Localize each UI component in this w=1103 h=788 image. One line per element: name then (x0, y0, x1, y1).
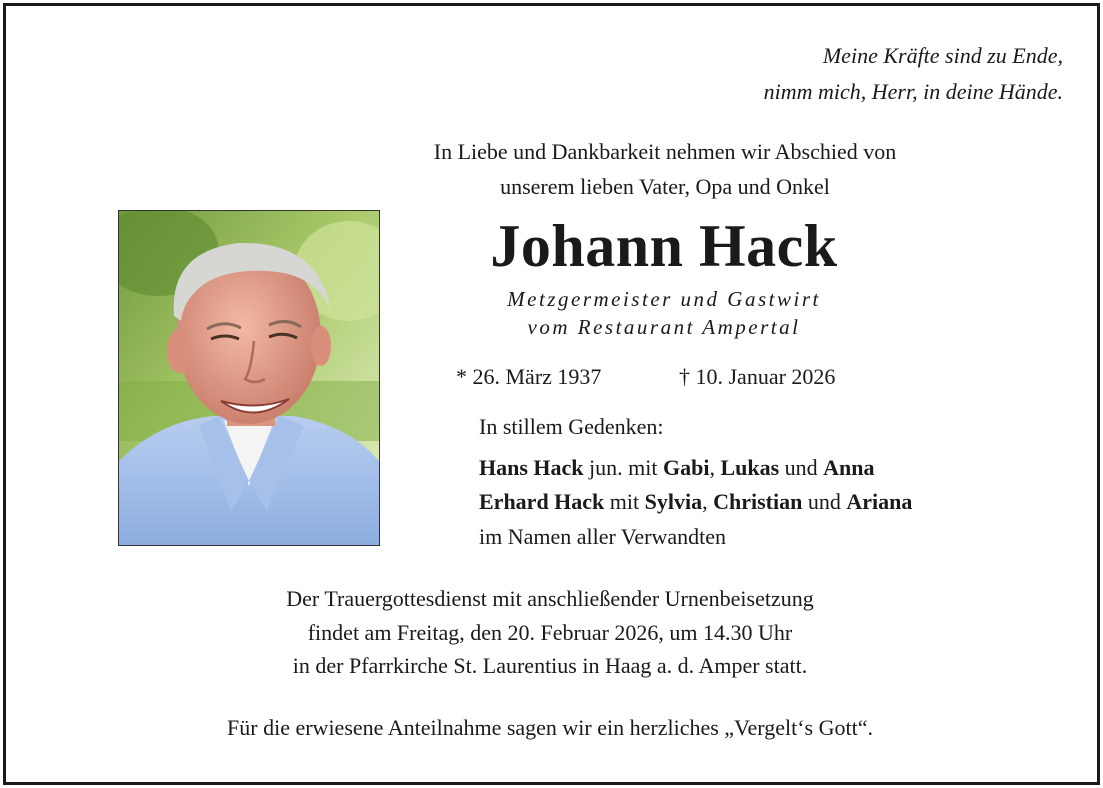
family-member-name: Lukas (720, 454, 780, 480)
intro-line-1: In Liebe und Dankbarkeit nehmen wir Abschied von (433, 139, 897, 164)
connector-text: jun. mit (583, 454, 663, 480)
connector-text: und (779, 454, 824, 480)
service-line-3: in der Pfarrkirche St. Laurentius in Haag a. d. Amper statt. (292, 653, 808, 678)
family-member-name: Anna (823, 454, 875, 480)
family-heading: In stillem Gedenken: (479, 414, 664, 439)
motto-verse (764, 38, 1063, 110)
family-member-name: Christian (713, 489, 803, 514)
birth-date: * 26. März 1937 (456, 364, 602, 389)
death-date: † 10. Januar 2026 (679, 364, 836, 389)
intro-text (0, 134, 1103, 204)
deceased-name: Johann Hack (490, 213, 838, 279)
family-member-name: Sylvia (644, 489, 703, 514)
service-line-1: Der Trauergottesdienst mit anschließender Urnenbeisetzung (286, 586, 814, 611)
deceased-occupation (459, 285, 869, 341)
family-closing: im Namen aller Verwandten (479, 523, 727, 549)
family-member-name: Ariana (846, 489, 913, 514)
motto-line-2: nimm mich, Herr, in deine Hände. (763, 79, 1063, 104)
family-section (479, 410, 912, 554)
family-row-1 (479, 451, 912, 486)
connector-text: mit (604, 489, 645, 514)
service-line-2: findet am Freitag, den 20. Februar 2026, um 14.30 Uhr (307, 619, 793, 645)
portrait-photo (118, 210, 380, 546)
portrait-image (119, 211, 379, 545)
connector-text: , (709, 454, 721, 480)
family-member-name: Gabi (662, 454, 710, 480)
family-member-name: Hans Hack (479, 454, 584, 480)
connector-text: , (702, 489, 714, 514)
connector-text: und (802, 489, 847, 514)
intro-line-2: unserem lieben Vater, Opa und Onkel (500, 174, 830, 199)
occupation-line-1: Metzgermeister und Gastwirt (507, 287, 821, 311)
family-row-2 (479, 485, 912, 520)
service-announcement (0, 582, 1100, 683)
thanks-line: Für die erwiesene Anteilnahme sagen wir ein herzliches „Vergelt‘s Gott“. (227, 715, 873, 740)
motto-line-1: Meine Kräfte sind zu Ende, (822, 43, 1063, 68)
occupation-line-2: vom Restaurant Ampertal (527, 315, 801, 339)
family-member-name: Erhard Hack (479, 489, 605, 514)
